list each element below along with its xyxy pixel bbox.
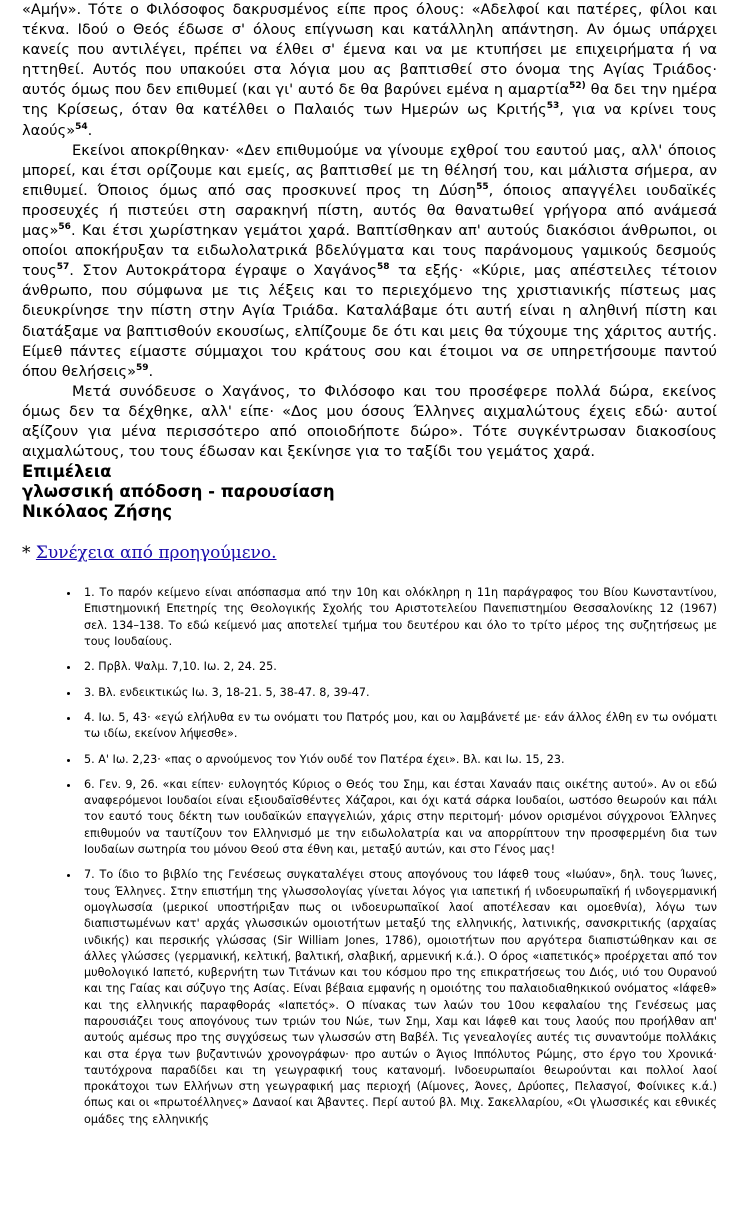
footnotes-list [22, 585, 717, 1128]
footnote-1: • 1. Το παρόν κείμενο είναι απόσπασμα από την 10η και ολόκληρη η 11η παράγραφος του Βίου Κωνσταντίνου, Επιστημονική Επετηρίς της Θεολογικής Σχολής του Αριστοτελείου Πανεπιστημίου Θεσσαλονίκης 12 (1967) σελ. 134–138. Το εδώ κείμενό μας αποτελεί τμήμα του δευτέρου και όλο το τρίτο μέρος της συζητήσεως με τους Ιουδαίους. [80, 585, 717, 650]
text-run: . [148, 362, 154, 380]
footnote-ref-54[interactable]: 54 [75, 121, 88, 132]
paragraph-2 [22, 141, 717, 382]
credits [22, 462, 717, 522]
text-run: , όποιος απαγγέλει ιουδαϊκές προσευχές ή πιστεύει στη σαρακηνή πίστη, αυτός θα θανατωθεί γρήγορα από ανάμεσά μας» [22, 181, 717, 240]
paragraph-1 [22, 0, 717, 141]
footnote-ref-59[interactable]: 59 [136, 362, 149, 373]
footnote-ref-52[interactable]: 52) [569, 81, 586, 92]
page [22, 0, 717, 1137]
credits-editor-label: Επιμέλεια [22, 462, 112, 482]
footnote-ref-55[interactable]: 55 [476, 181, 489, 192]
paragraph-3: Μετά συνόδευσε ο Χαγάνος, το Φιλόσοφο και του προσέφερε πολλά δώρα, εκείνος όμως δεν τα δέχθηκε, αλλ' είπε· «Δος μου όσους Έλληνες αιχμαλώτους έχεις εδώ· αυτοί αξίζουν για μένα περισσότερο από οποιοδήποτε δώρο». Τότε συγκέντρωσαν διακοσίους αιχμαλώτους, του τους έδωσαν και ξεκίνησε για το ταξίδι του γεμάτος χαρά. [22, 382, 717, 461]
footnote-ref-56[interactable]: 56 [58, 222, 71, 233]
text-run: , για να κρίνει τους λαούς» [22, 101, 717, 139]
footnote-ref-53[interactable]: 53 [546, 101, 560, 112]
footnote-4: • 4. Ιω. 5, 43· «εγώ ελήλυθα εν τω ονόματι του Πατρός μου, και ου λαμβάνετέ με· εάν άλλος έλθη εν τω ονόματι τω ιδίω, εκείνον λήψεσθε». [80, 710, 717, 743]
text-run: . Στον Αυτοκράτορα έγραψε ο Χαγάνος [69, 262, 377, 280]
continue-from-previous-link[interactable]: Συνέχεια από προηγούμενο. [35, 543, 277, 564]
credits-author: Νικόλαος Ζήσης [22, 502, 173, 522]
main-text [22, 0, 717, 462]
footnote-ref-57[interactable]: 57 [56, 262, 70, 273]
text-run: «Αμήν». Τότε ο Φιλόσοφος δακρυσμένος είπε προς όλους: «Αδελφοί και πατέρες, φίλοι και τέκνα. Ιδού ο Θεός έδωσε σ' όλους επίγνωση και κατάλληλη απάντηση. Αν όμως υπάρχει κανείς που αντιλέγει, πρέπει να έλθει σ' έμενα και να με κτυπήσει με επιχειρήματα ή να ηττηθεί. Αυτός που υπακούει στα λόγια μου ας βαπτισθεί στο όνομα της Αγίας Τριάδος· αυτός όμως που δεν επιθυμεί (και γι' αυτό δε θα βαρύνει εμένα η αμαρτία [22, 1, 717, 99]
text-run: . Και έτσι χωρίστηκαν γεμάτοι χαρά. Βαπτίσθηκαν απ' αυτούς διακόσιοι άνθρωποι, οι οποίοι αποκήρυξαν τα ειδωλολατρικά βδελύγματα και τους παράνομους γαμικούς δεσμούς τους [22, 222, 717, 280]
footnote-7: • 7. Το ίδιο το βιβλίο της Γενέσεως συγκαταλέγει στους απογόνους του Ιάφεθ τους «Ιωύαν», δηλ. τους Ίωνες, τους Έλληνες. Στην επιστήμη της γλωσσολογίας γίνεται λόγος για ιαπετική ή ινδοευρωπαϊκή ή ινδογερμανική ομογλωσσία (μερικοί υποστήριξαν πως οι ινδοευρωπαϊκοί λαοί αποτέλεσαν και ομοεθνία), λόγω των διαπιστωμένων κατ' αρχάς γλωσσικών ομοιοτήτων μεταξύ της ελληνικής, λατινικής, σανσκριτικής (αρχαίας ινδικής) και περσικής γλώσσας (Sir William Jones, 1786), ομοιοτήτων που αργότερα διαπιστώθηκαν και σε άλλες γλώσσες (γερμανική, κελτική, βαλτική, σλαβική, αρμενική κ.ά.). Ο όρος «ιαπετικός» προέρχεται από τον μυθολογικό Ιαπετό, κυβερνήτη των Τιτάνων και του κόσμου προ της επικρατήσεως του Διός, υιό του Ουρανού και της Γαίας και σύζυγο της Ασίας. Είναι βέβαια εμφανής η ομοιότης του παλαιοδιαθηκικού ονόματος «Ιάφεθ» και της ελληνικής παραφθοράς «Ιαπετός». Ο πίνακας των λαών του 10ου κεφαλαίου της Γενέσεως μας παρουσιάζει τους απογόνους των τριών του Νώε, των Σημ, Χαμ και Ιάφεθ και τους λαούς που προήλθαν απ' αυτούς αμέσως προ της συγχύσεως των γλωσσών στη Βαβέλ. Τις γενεαλογίες αυτές τις συναντούμε πολλάκις και στα έργα των βυζαντινών χρονογράφων· προ αυτών ο Άγιος Ιππόλυτος Ρώμης, στο έργο του Χρονικά· ταυτόχρονα παραδίδει και τη γεωγραφική τους κατανομή. Ινδοευρωπαίοι θεωρούνται και πολλοί λαοί προκάτοχοι των Ελλήνων στη γεωγραφική μας περιοχή (Αίμονες, Άονες, Δρύοπες, Πελασγοί, Φοίνικες κ.ά.) όπως και οι «πρωτοέλληνες» Δαναοί και Άβαντες. Περί αυτού βλ. Μιχ. Σακελλαρίου, «Οι γλωσσικές και εθνικές ομάδες της ελληνικής [80, 867, 717, 1128]
asterisk: * [22, 543, 36, 564]
credits-role: γλωσσική απόδοση - παρουσίαση [22, 482, 335, 502]
text-run: Εκείνοι αποκρίθηκαν· «Δεν επιθυμούμε να γίνουμε εχθροί του εαυτού μας, αλλ' όποιος μπορεί, και έτσι ορίζουμε και εμείς, ας βαπτισθεί με τη θέλησή του, και μάλιστα σήμερα, αν επιθυμεί. Όποιος όμως από σας προσκυνεί προς τη Δύση [22, 141, 717, 199]
text-run: . [87, 121, 93, 139]
footnote-6: • 6. Γεν. 9, 26. «και είπεν· ευλογητός Κύριος ο Θεός του Σημ, και έσται Χαναάν παις οικέτης αυτού». Αν οι εδώ αναφερόμενοι Ιουδαίοι είναι εξιουδαϊσθέντες Χάζαροι, και όχι κατά σάρκα Ιουδαίοι, ωστόσο θεωρούν και πάλι τον εαυτό τους δέκτη των ιουδαϊκών επαγγελιών, χάρις στην περιτομή· μόνον ορισμένοι σύγχρονοι Έλληνες επιθυμούν να ταυτίζουν τον Ελληνισμό με την ειδωλολατρία και να απορρίπτουν την προσφερμένη δια των Ιουδαίων σωτηρία του μόνου Θεού στα έθνη και, μεταξύ αυτών, και στο Γένος μας! [80, 777, 717, 858]
text-run: τα εξής· «Κύριε, μας απέστειλες τέτοιον άνθρωπο, που σύμφωνα με τις λέξεις και το περιεχόμενο της χριστιανικής πίστεως μας διευκρίνησε την πίστη στην Αγία Τριάδα. Καταλάβαμε ότι αυτή είναι η αληθινή πίστη και διατάξαμε να βαπτισθούν εκουσίως, ελπίζουμε δε ότι και μεις θα τύχουμε της χάριτος αυτής. Είμεθ πάντες είμαστε σύμμαχοι του κράτους σου και έτοιμοι να σε υπηρετήσουμε παντού όπου θελήσεις» [22, 262, 717, 380]
footnote-2: • 2. Πρβλ. Ψαλμ. 7,10. Ιω. 2, 24. 25. [80, 659, 717, 675]
footnote-5: • 5. Α' Ιω. 2,23· «πας ο αρνούμενος τον Υιόν ουδέ τον Πατέρα έχει». Βλ. και Ιω. 15, 23. [80, 752, 717, 768]
footnote-3: • 3. Βλ. ενδεικτικώς Ιω. 3, 18-21. 5, 38-47. 8, 39-47. [80, 685, 717, 701]
footnote-ref-58[interactable]: 58 [376, 262, 390, 273]
text-run: θα δει την ημέρα της Κρίσεως, όταν θα κατέλθει ο Παλαιός των Ημερών ως Κριτής [22, 81, 718, 119]
continue-line [22, 543, 717, 563]
